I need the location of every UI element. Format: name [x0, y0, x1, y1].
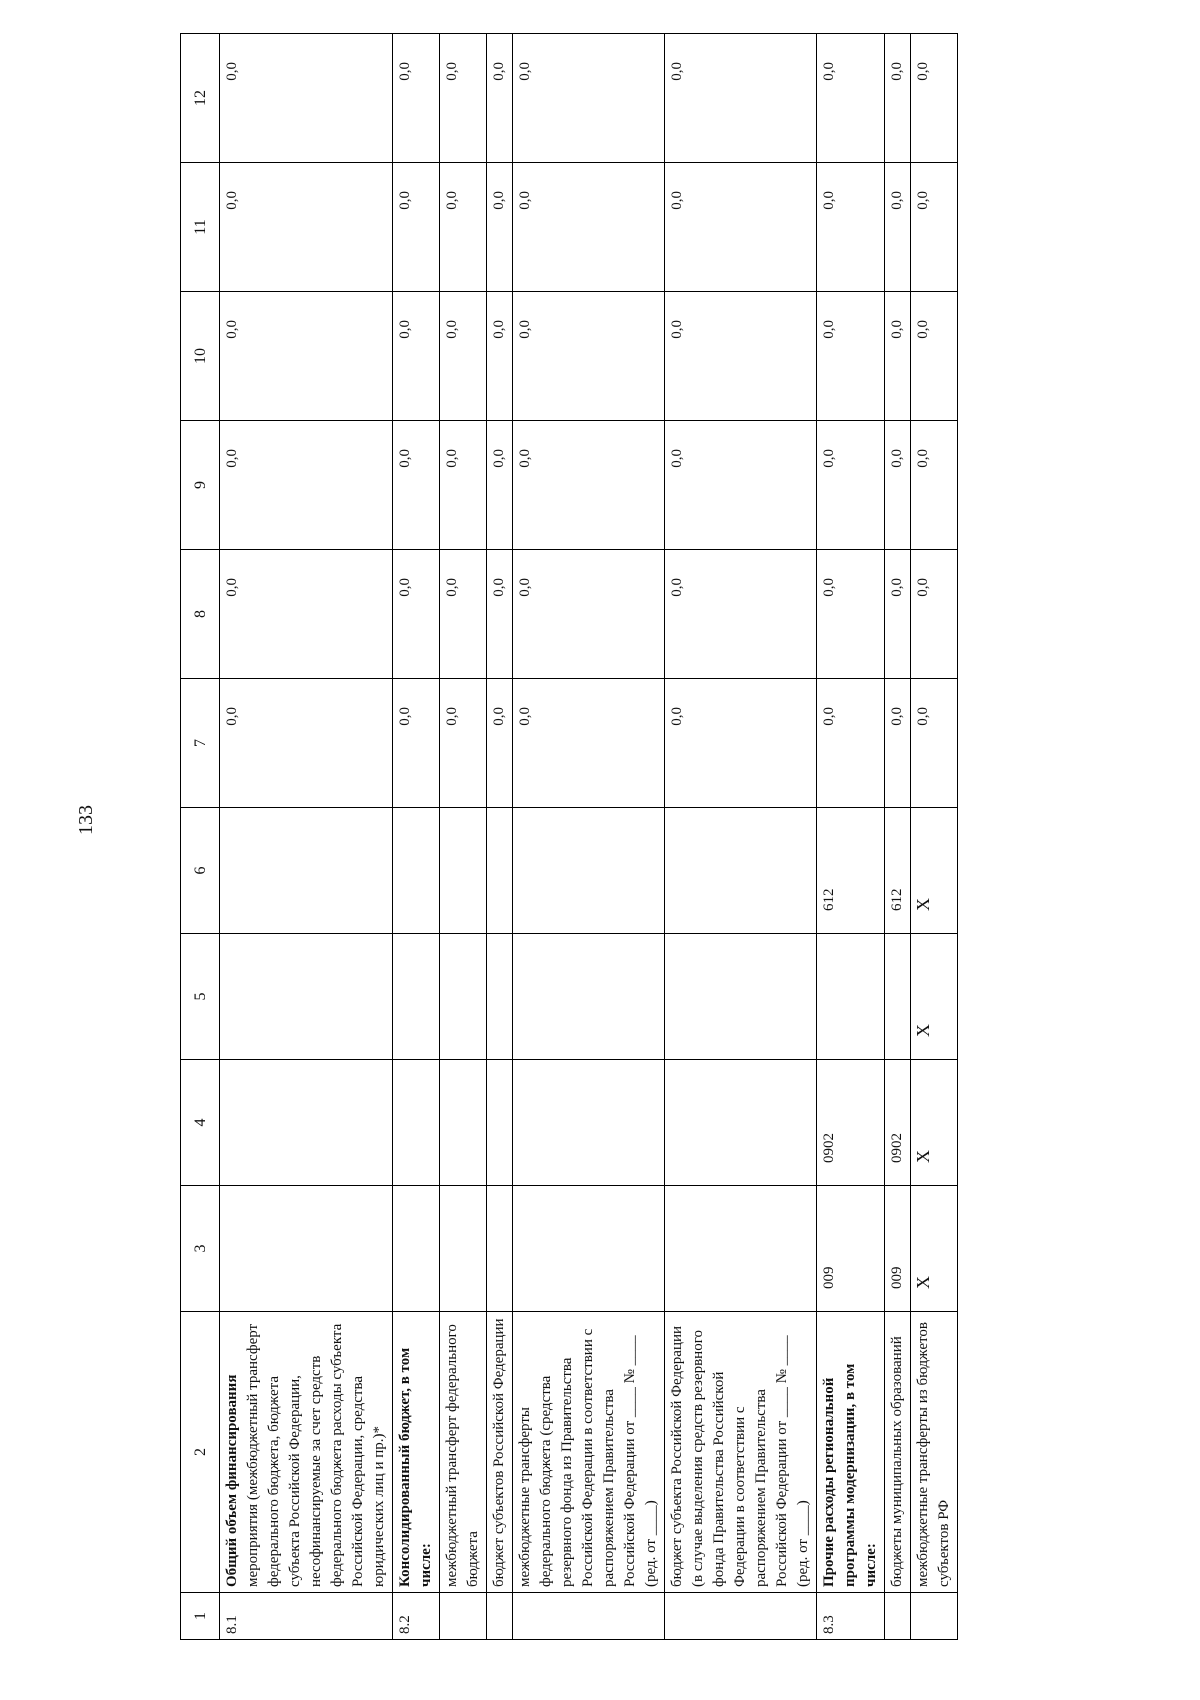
value-cell-col10: 0,0 — [817, 292, 885, 421]
value-cell-col8: 0,0 — [513, 550, 665, 679]
value-cell-col8: 0,0 — [665, 550, 817, 679]
row-name-cell — [513, 1312, 665, 1593]
value-cell-col9: 0,0 — [665, 421, 817, 550]
code-cell-col6 — [513, 808, 665, 934]
row-number-cell — [665, 1593, 817, 1640]
code-cell-col6 — [665, 808, 817, 934]
code-cell-col5 — [513, 934, 665, 1060]
row-name-text: мероприятия (межбюджетный трансферт федерального бюджета, бюджета субъекта Российской Федерации, несофинансируемые за счет средств федерального бюджета расходы субъекта Российской Федерации, средства юридических лиц и пр.)* — [245, 1323, 387, 1587]
value-cell-col7: 0,0 — [487, 679, 513, 808]
col-header-9: 9 — [181, 421, 220, 550]
row-name-text: межбюджетные трансферты федерального бюджета (средства резервного фонда из Правительства Российской Федерации в соответствии с распоряжением Правительства Российской Федерации от ____ № ____ (ред. от ____) — [517, 1328, 659, 1587]
table-row — [885, 34, 911, 1640]
row-name-text: межбюджетные трансферты из бюджетов субъектов РФ — [915, 1322, 952, 1587]
value-cell-col11: 0,0 — [393, 163, 440, 292]
value-cell-col10: 0,0 — [911, 292, 958, 421]
table-row — [817, 34, 885, 1640]
value-cell-col11: 0,0 — [440, 163, 487, 292]
code-cell-col3 — [220, 1186, 393, 1312]
value-cell-col7: 0,0 — [440, 679, 487, 808]
value-cell-col12: 0,0 — [487, 34, 513, 163]
budget-table — [180, 33, 958, 1640]
value-cell-col11: 0,0 — [911, 163, 958, 292]
table-row — [665, 34, 817, 1640]
row-number-cell — [885, 1593, 911, 1640]
value-cell-col7: 0,0 — [513, 679, 665, 808]
code-cell-col5 — [817, 934, 885, 1060]
table-row — [513, 34, 665, 1640]
code-cell-col4 — [665, 1060, 817, 1186]
value-cell-col8: 0,0 — [220, 550, 393, 679]
table-row — [911, 34, 958, 1640]
code-cell-col5 — [393, 934, 440, 1060]
table-row — [393, 34, 440, 1640]
value-cell-col10: 0,0 — [665, 292, 817, 421]
value-cell-col7: 0,0 — [393, 679, 440, 808]
code-cell-col3: 009 — [817, 1186, 885, 1312]
value-cell-col12: 0,0 — [817, 34, 885, 163]
value-cell-col12: 0,0 — [665, 34, 817, 163]
code-cell-col3: 009 — [885, 1186, 911, 1312]
value-cell-col11: 0,0 — [513, 163, 665, 292]
value-cell-col8: 0,0 — [487, 550, 513, 679]
code-cell-col3 — [513, 1186, 665, 1312]
row-name-text: бюджет субъекта Российской Федерации (в случае выделения средств резервного фонда Правительства Российской Федерации в соответствии с распоряжением Правительства Российской Федерации от ____ № ____ (ред. от ____) — [669, 1325, 811, 1587]
row-name-bold: Прочие расходы региональной программы модернизации, в том числе: — [821, 1363, 879, 1587]
value-cell-col11: 0,0 — [665, 163, 817, 292]
value-cell-col8: 0,0 — [911, 550, 958, 679]
row-name-cell — [911, 1312, 958, 1593]
value-cell-col12: 0,0 — [885, 34, 911, 163]
value-cell-col9: 0,0 — [885, 421, 911, 550]
row-name-cell — [885, 1312, 911, 1593]
col-header-8: 8 — [181, 550, 220, 679]
value-cell-col10: 0,0 — [393, 292, 440, 421]
col-header-7: 7 — [181, 679, 220, 808]
rotated-table-sheet — [180, 55, 1080, 1640]
page-number: 133 — [75, 805, 97, 835]
table-body — [220, 34, 958, 1640]
code-cell-col6 — [220, 808, 393, 934]
code-cell-col6 — [393, 808, 440, 934]
col-header-3: 3 — [181, 1186, 220, 1312]
col-header-5: 5 — [181, 934, 220, 1060]
code-cell-col3 — [665, 1186, 817, 1312]
value-cell-col7: 0,0 — [665, 679, 817, 808]
code-cell-col5 — [440, 934, 487, 1060]
row-name-bold: Общий объем финансирования — [224, 1374, 240, 1587]
value-cell-col9: 0,0 — [393, 421, 440, 550]
code-cell-col4 — [487, 1060, 513, 1186]
value-cell-col7: 0,0 — [817, 679, 885, 808]
table-row — [220, 34, 393, 1640]
value-cell-col7: 0,0 — [911, 679, 958, 808]
row-number-cell: 8.2 — [393, 1593, 440, 1640]
value-cell-col8: 0,0 — [393, 550, 440, 679]
row-name-cell — [220, 1312, 393, 1593]
row-name-cell — [393, 1312, 440, 1593]
code-cell-col5 — [885, 934, 911, 1060]
value-cell-col10: 0,0 — [220, 292, 393, 421]
value-cell-col11: 0,0 — [220, 163, 393, 292]
code-cell-col5 — [220, 934, 393, 1060]
code-cell-col6: 612 — [885, 808, 911, 934]
value-cell-col9: 0,0 — [911, 421, 958, 550]
value-cell-col12: 0,0 — [220, 34, 393, 163]
row-number-cell — [487, 1593, 513, 1640]
value-cell-col11: 0,0 — [817, 163, 885, 292]
code-cell-col6 — [487, 808, 513, 934]
value-cell-col9: 0,0 — [220, 421, 393, 550]
value-cell-col9: 0,0 — [513, 421, 665, 550]
row-name-text: бюджет субъектов Российской Федерации — [491, 1318, 507, 1587]
code-cell-col3: X — [911, 1186, 958, 1312]
col-header-12: 12 — [181, 34, 220, 163]
value-cell-col10: 0,0 — [513, 292, 665, 421]
row-number-cell — [440, 1593, 487, 1640]
row-name-bold: Консолидированный бюджет, в том числе: — [397, 1347, 434, 1587]
value-cell-col12: 0,0 — [440, 34, 487, 163]
code-cell-col4: 0902 — [885, 1060, 911, 1186]
code-cell-col5 — [487, 934, 513, 1060]
value-cell-col12: 0,0 — [393, 34, 440, 163]
row-number-cell: 8.1 — [220, 1593, 393, 1640]
row-name-cell — [817, 1312, 885, 1593]
col-header-11: 11 — [181, 163, 220, 292]
col-header-2: 2 — [181, 1312, 220, 1593]
value-cell-col9: 0,0 — [440, 421, 487, 550]
row-number-cell: 8.3 — [817, 1593, 885, 1640]
code-cell-col6: 612 — [817, 808, 885, 934]
row-name-text: межбюджетный трансферт федерального бюджета — [444, 1324, 481, 1587]
col-header-6: 6 — [181, 808, 220, 934]
code-cell-col3 — [440, 1186, 487, 1312]
row-name-text: бюджеты муниципальных образований — [889, 1336, 905, 1587]
value-cell-col10: 0,0 — [487, 292, 513, 421]
header-row — [181, 34, 220, 1640]
value-cell-col8: 0,0 — [817, 550, 885, 679]
value-cell-col9: 0,0 — [487, 421, 513, 550]
value-cell-col12: 0,0 — [911, 34, 958, 163]
value-cell-col8: 0,0 — [440, 550, 487, 679]
col-header-10: 10 — [181, 292, 220, 421]
value-cell-col8: 0,0 — [885, 550, 911, 679]
table-row — [440, 34, 487, 1640]
row-name-cell — [665, 1312, 817, 1593]
code-cell-col4: 0902 — [817, 1060, 885, 1186]
value-cell-col7: 0,0 — [220, 679, 393, 808]
row-name-cell — [487, 1312, 513, 1593]
code-cell-col5 — [665, 934, 817, 1060]
col-header-1: 1 — [181, 1593, 220, 1640]
row-number-cell — [513, 1593, 665, 1640]
table-row — [487, 34, 513, 1640]
value-cell-col11: 0,0 — [885, 163, 911, 292]
code-cell-col3 — [487, 1186, 513, 1312]
value-cell-col10: 0,0 — [440, 292, 487, 421]
value-cell-col12: 0,0 — [513, 34, 665, 163]
code-cell-col4 — [393, 1060, 440, 1186]
code-cell-col3 — [393, 1186, 440, 1312]
code-cell-col4: X — [911, 1060, 958, 1186]
value-cell-col7: 0,0 — [885, 679, 911, 808]
code-cell-col6 — [440, 808, 487, 934]
code-cell-col4 — [220, 1060, 393, 1186]
value-cell-col11: 0,0 — [487, 163, 513, 292]
row-number-cell — [911, 1593, 958, 1640]
code-cell-col6: X — [911, 808, 958, 934]
code-cell-col4 — [513, 1060, 665, 1186]
value-cell-col9: 0,0 — [817, 421, 885, 550]
code-cell-col5: X — [911, 934, 958, 1060]
code-cell-col4 — [440, 1060, 487, 1186]
row-name-cell — [440, 1312, 487, 1593]
value-cell-col10: 0,0 — [885, 292, 911, 421]
col-header-4: 4 — [181, 1060, 220, 1186]
